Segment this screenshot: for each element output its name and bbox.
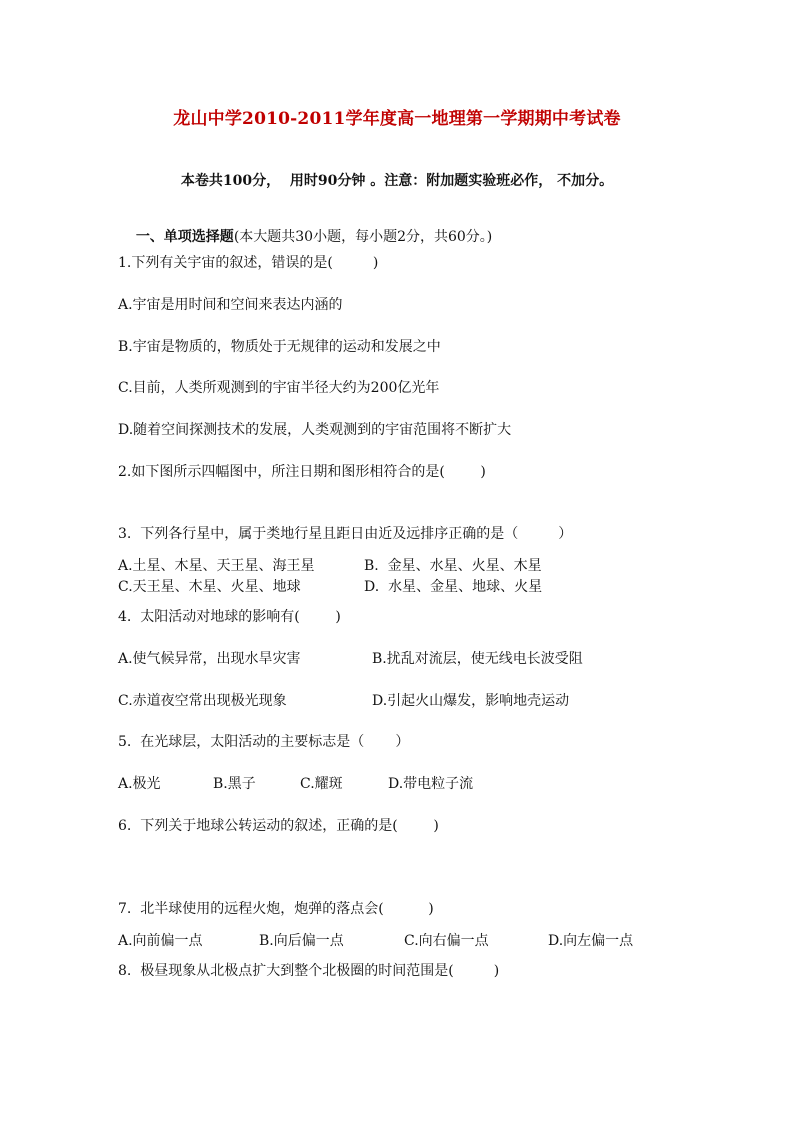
question-7-stem: 7. 北半球使用的远程火炮，炮弹的落点会( ) (118, 901, 434, 917)
exam-notice: 本卷共100分， 用时90分钟 。注意：附加题实验班必作， 不加分。 (180, 173, 614, 189)
question-4-option-d: D.引起火山爆发，影响地壳运动 (372, 693, 570, 709)
question-5-option-c: C.耀斑 (300, 776, 343, 792)
question-3-option-c: C.天王星、木星、火星、地球 (118, 579, 301, 595)
question-1-option-a: A.宇宙是用时间和空间来表达内涵的 (118, 297, 343, 313)
question-7-option-a: A.向前偏一点 (118, 933, 203, 949)
question-3-option-b: B. 金星、水星、火星、木星 (364, 558, 542, 574)
question-3-option-a: A.土星、木星、天王星、海王星 (118, 558, 315, 574)
question-4-option-b: B.扰乱对流层，使无线电长波受阻 (372, 651, 583, 667)
question-3-option-d: D. 水星、金星、地球、火星 (364, 579, 543, 595)
question-6-stem: 6. 下列关于地球公转运动的叙述，正确的是( ) (118, 818, 439, 834)
question-7-option-b: B.向后偏一点 (259, 933, 344, 949)
question-4-option-a: A.使气候异常，出现水旱灾害 (118, 651, 301, 667)
question-1-option-d: D.随着空间探测技术的发展，人类观测到的宇宙范围将不断扩大 (118, 422, 512, 438)
question-4-stem: 4. 太阳活动对地球的影响有( ) (118, 609, 341, 625)
exam-title: 龙山中学2010-2011学年度高一地理第一学期期中考试卷 (173, 109, 621, 129)
question-4-option-c: C.赤道夜空常出现极光现象 (118, 693, 287, 709)
question-1-option-c: C.目前，人类所观测到的宇宙半径大约为200亿光年 (118, 380, 440, 396)
question-7-option-d: D.向左偏一点 (548, 933, 634, 949)
question-1-option-b: B.宇宙是物质的，物质处于无规律的运动和发展之中 (118, 339, 441, 355)
question-7-option-c: C.向右偏一点 (404, 933, 489, 949)
question-5-stem: 5. 在光球层，太阳活动的主要标志是（ ） (118, 734, 410, 750)
question-3-stem: 3. 下列各行星中，属于类地行星且距日由近及远排序正确的是（ ） (118, 526, 573, 542)
question-2-stem: 2.如下图所示四幅图中，所注日期和图形相符合的是( ) (118, 464, 486, 480)
section-title: 一、单项选择题 (135, 229, 234, 245)
question-5-option-d: D.带电粒子流 (388, 776, 474, 792)
question-8-stem: 8. 极昼现象从北极点扩大到整个北极圈的时间范围是( ) (118, 963, 500, 979)
section-detail: (本大题共30小题，每小题2分，共60分。) (233, 229, 493, 245)
question-5-option-a: A.极光 (118, 776, 161, 792)
question-5-option-b: B.黑子 (213, 776, 256, 792)
question-1-stem: 1.下列有关宇宙的叙述，错误的是( ) (118, 255, 379, 271)
